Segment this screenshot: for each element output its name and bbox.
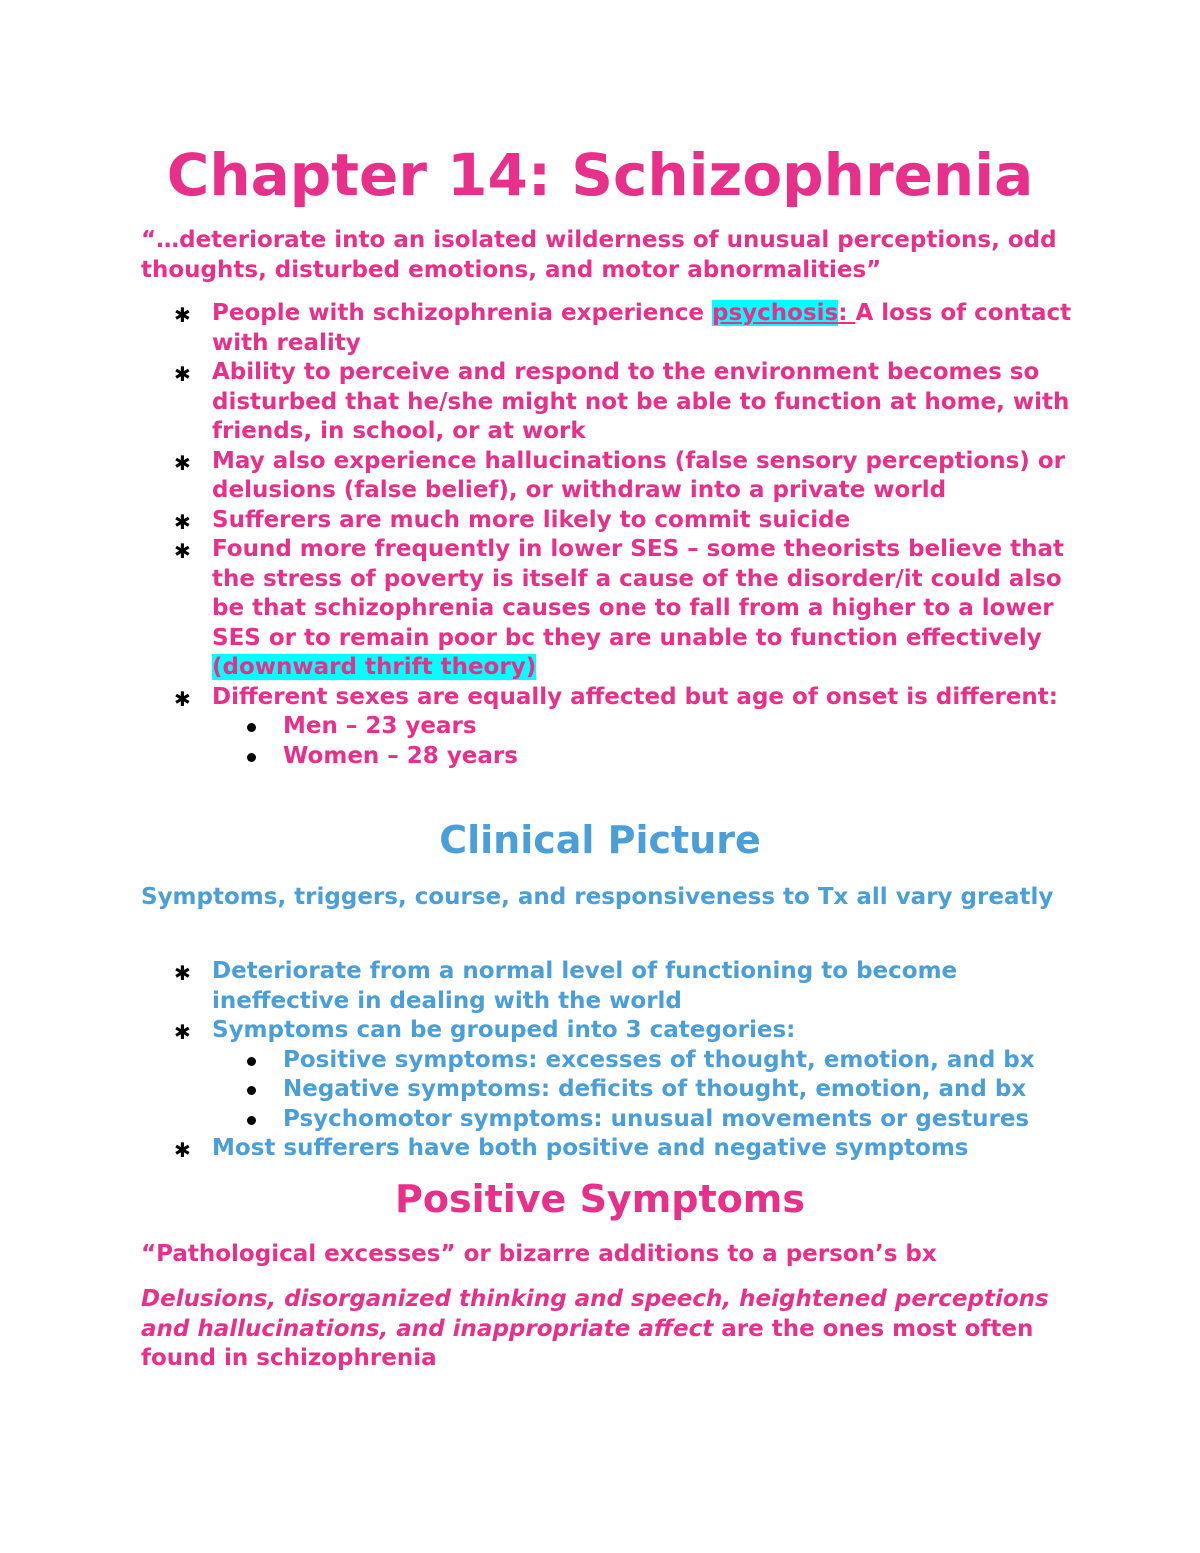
list-item (0, 957, 1072, 1016)
list-item (0, 535, 1072, 683)
star-bullet-icon: ✱ (174, 1138, 191, 1162)
list-item (0, 447, 1072, 506)
section-heading-clinical: Clinical Picture (439, 818, 761, 862)
bullet-text: Most sufferers have both positive and negative symptoms (212, 1135, 969, 1161)
star-bullet-icon: ✱ (174, 450, 191, 475)
bullet-text: Deteriorate from a normal level of functioning to become ineffective in dealing with the world (212, 958, 958, 1014)
bullet-text: Sufferers are much more likely to commit suicide (212, 506, 851, 533)
clinical-bullet-list (0, 957, 1200, 1164)
sub-list-item (212, 712, 1072, 742)
bullet-text: People with schizophrenia experience (212, 300, 712, 326)
dot-bullet-icon (247, 1116, 256, 1125)
star-bullet-icon: ✱ (174, 539, 191, 563)
summary-rest: are the ones most often found in schizophrenia (141, 1315, 1034, 1371)
positive-summary (141, 1285, 1081, 1374)
positive-definition: “Pathological excesses” or bizarre additions to a person’s bx (141, 1241, 937, 1267)
star-bullet-icon: ✱ (174, 1020, 191, 1044)
sub-bullet-text: Men – 23 years (283, 713, 477, 739)
sub-bullet-text: Negative symptoms: deficits of thought, emotion, and bx (283, 1076, 1027, 1102)
sub-list-item (212, 1046, 1072, 1076)
bullet-text: Symptoms can be grouped into 3 categories: (212, 1017, 796, 1043)
bullet-text: A loss of contact with reality (212, 300, 1072, 356)
highlighted-term: (downward thrift theory) (212, 654, 537, 680)
bullet-text: May also experience hallucinations (false sensory perceptions) or delusions (false belief), or withdraw into a private world (212, 447, 1065, 503)
colon: : (838, 300, 856, 326)
highlighted-term: psychosis (712, 300, 839, 326)
sub-bullet-list (212, 1046, 1072, 1135)
sub-list-item (212, 1105, 1072, 1135)
italic-symptom-list: Delusions, disorganized thinking and speech, heightened perceptions and hallucinations, and inappropriate affect (141, 1286, 1049, 1342)
list-item (0, 299, 1072, 358)
star-bullet-icon: ✱ (174, 303, 191, 327)
intro-bullet-list (0, 299, 1200, 771)
chapter-title: Chapter 14: Schizophrenia (166, 141, 1034, 209)
dot-bullet-icon (247, 1086, 256, 1095)
opening-quote: “…deteriorate into an isolated wilderness of unusual perceptions, odd thoughts, disturbed emotions, and motor abnormalities” (141, 227, 1057, 283)
sub-bullet-text: Women – 28 years (283, 742, 518, 769)
star-bullet-icon: ✱ (174, 686, 191, 711)
list-item (0, 506, 1072, 536)
star-bullet-icon: ✱ (174, 362, 191, 386)
star-bullet-icon: ✱ (174, 509, 191, 534)
list-item (0, 1016, 1072, 1134)
sub-list-item (212, 742, 1072, 772)
sub-bullet-text: Positive symptoms: excesses of thought, emotion, and bx (283, 1046, 1035, 1073)
sub-list-item (212, 1075, 1072, 1105)
list-item (0, 358, 1072, 447)
star-bullet-icon: ✱ (174, 961, 191, 985)
list-item (0, 1134, 1072, 1164)
clinical-intro: Symptoms, triggers, course, and responsiveness to Tx all vary greatly (141, 884, 1054, 910)
bullet-text: Different sexes are equally affected but age of onset is different: (212, 683, 1058, 710)
list-item (0, 683, 1072, 772)
dot-bullet-icon (247, 753, 256, 762)
section-heading-positive: Positive Symptoms (395, 1177, 805, 1221)
dot-bullet-icon (247, 1057, 256, 1066)
bullet-text: Found more frequently in lower SES – some theorists believe that the stress of poverty is itself a cause of the disorder/it could also be that schizophrenia causes one to fall from a higher to a lower SES or to remain poor bc they are unable to function effectively (212, 536, 1065, 651)
bullet-text: Ability to perceive and respond to the environment becomes so disturbed that he/she might not be able to function at home, with friends, in school, or at work (212, 359, 1070, 444)
sub-bullet-text: Psychomotor symptoms: unusual movements or gestures (283, 1105, 1030, 1132)
sub-bullet-list (212, 712, 1072, 771)
dot-bullet-icon (247, 723, 256, 732)
